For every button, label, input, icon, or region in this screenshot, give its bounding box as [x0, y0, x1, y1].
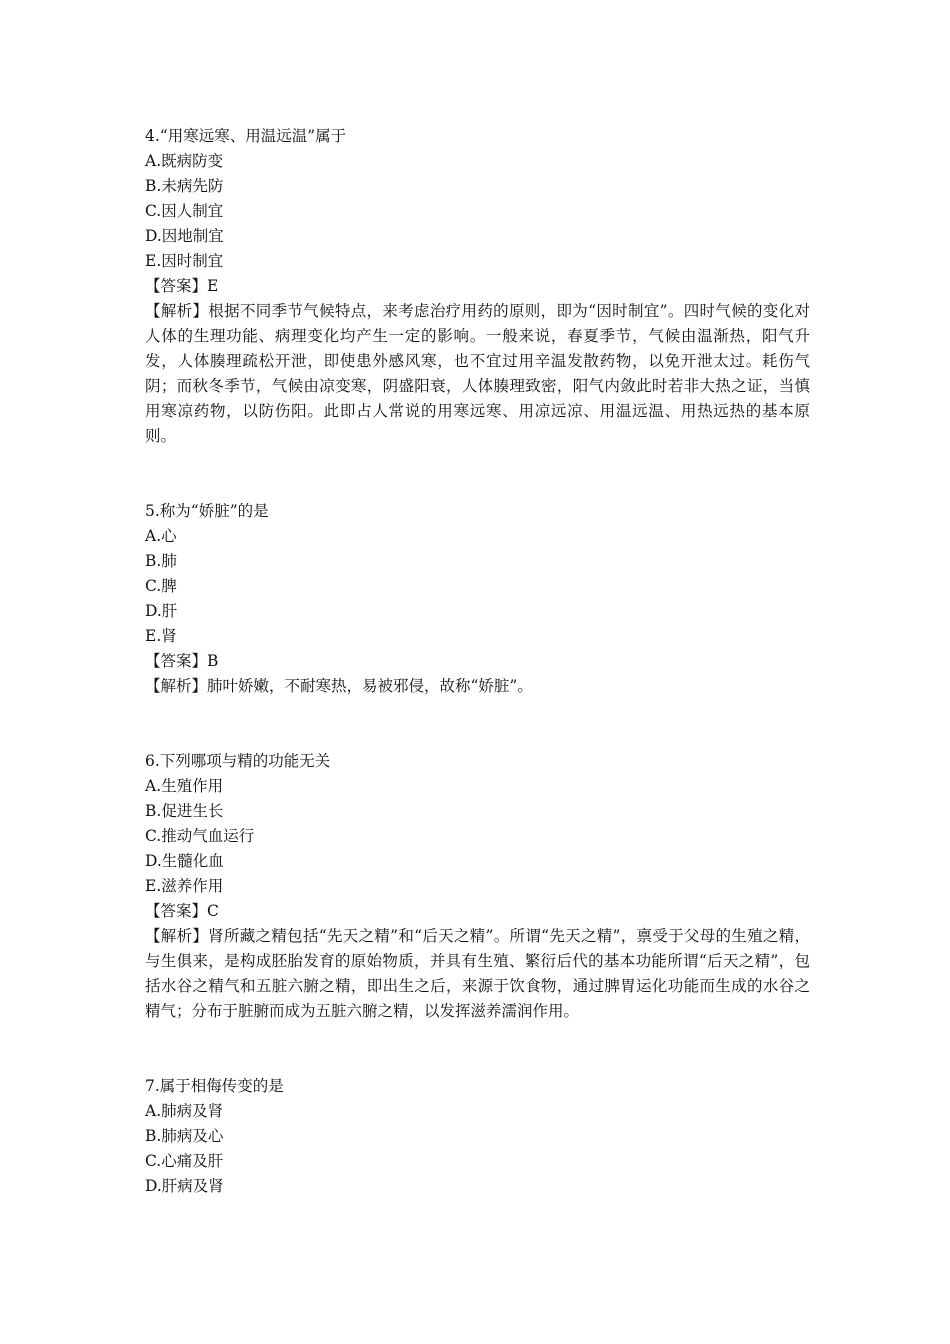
- question-stem: 6.下列哪项与精的功能无关: [145, 752, 331, 770]
- question-stem: 4.“用寒远寒、用温远温”属于: [145, 127, 347, 145]
- option-e: E.肾: [145, 627, 177, 645]
- option-e: E.滋养作用: [145, 877, 224, 895]
- analysis: 【解析】肺叶娇嫩，不耐寒热，易被邪侵，故称“娇脏”。: [145, 677, 533, 695]
- answer: 【答案】B: [145, 652, 219, 670]
- option-a: A.生殖作用: [145, 777, 224, 795]
- option-e: E.因时制宜: [145, 252, 224, 270]
- option-c: C.因人制宜: [145, 202, 224, 220]
- option-b: B.促进生长: [145, 802, 224, 820]
- answer: 【答案】C: [145, 902, 219, 920]
- analysis: 【解析】根据不同季节气候特点，来考虑治疗用药的原则，即为“因时制宜”。四时气候的变化对人体的生理功能、病理变化均产生一定的影响。一般来说，春夏季节，气候由温渐热，阳气升发，人体腠理疏松开泄，即使患外感风寒，也不宜过用辛温发散药物，以免开泄太过。耗伤气阴；而秋冬季节，气候由凉变寒，阴盛阳衰，人体腠理致密，阳气内敛此时若非大热之证，当慎用寒凉药物，以防伤阳。此即占人常说的用寒远寒、用凉远凉、用温远温、用热远热的基本原则。: [145, 302, 810, 445]
- option-b: B.肺: [145, 552, 177, 570]
- option-d: D.肝: [145, 602, 178, 620]
- question-5: [145, 499, 810, 699]
- question-4: [145, 124, 810, 449]
- option-a: A.心: [145, 527, 177, 545]
- question-stem: 7.属于相侮传变的是: [145, 1077, 284, 1095]
- option-a: A.肺病及肾: [145, 1102, 224, 1120]
- answer: 【答案】E: [145, 277, 219, 295]
- option-d: D.肝病及肾: [145, 1177, 224, 1195]
- option-c: C.推动气血运行: [145, 827, 255, 845]
- option-d: D.生髓化血: [145, 852, 224, 870]
- option-c: C.心痛及肝: [145, 1152, 224, 1170]
- option-b: B.未病先防: [145, 177, 224, 195]
- question-stem: 5.称为“娇脏”的是: [145, 502, 269, 520]
- option-c: C.脾: [145, 577, 177, 595]
- analysis: 【解析】肾所藏之精包括“先天之精”和“后天之精”。所谓“先天之精”，禀受于父母的生殖之精，与生俱来，是构成胚胎发育的原始物质，并具有生殖、繁衍后代的基本功能所谓“后天之精”，包括水谷之精气和五脏六腑之精，即出生之后，来源于饮食物，通过脾胃运化功能而生成的水谷之精气；分布于脏腑而成为五脏六腑之精，以发挥滋养濡润作用。: [145, 927, 810, 1020]
- document-page: [145, 124, 810, 1199]
- question-7: [145, 1074, 810, 1199]
- question-6: [145, 749, 810, 1024]
- option-d: D.因地制宜: [145, 227, 224, 245]
- option-a: A.既病防变: [145, 152, 224, 170]
- option-b: B.肺病及心: [145, 1127, 224, 1145]
